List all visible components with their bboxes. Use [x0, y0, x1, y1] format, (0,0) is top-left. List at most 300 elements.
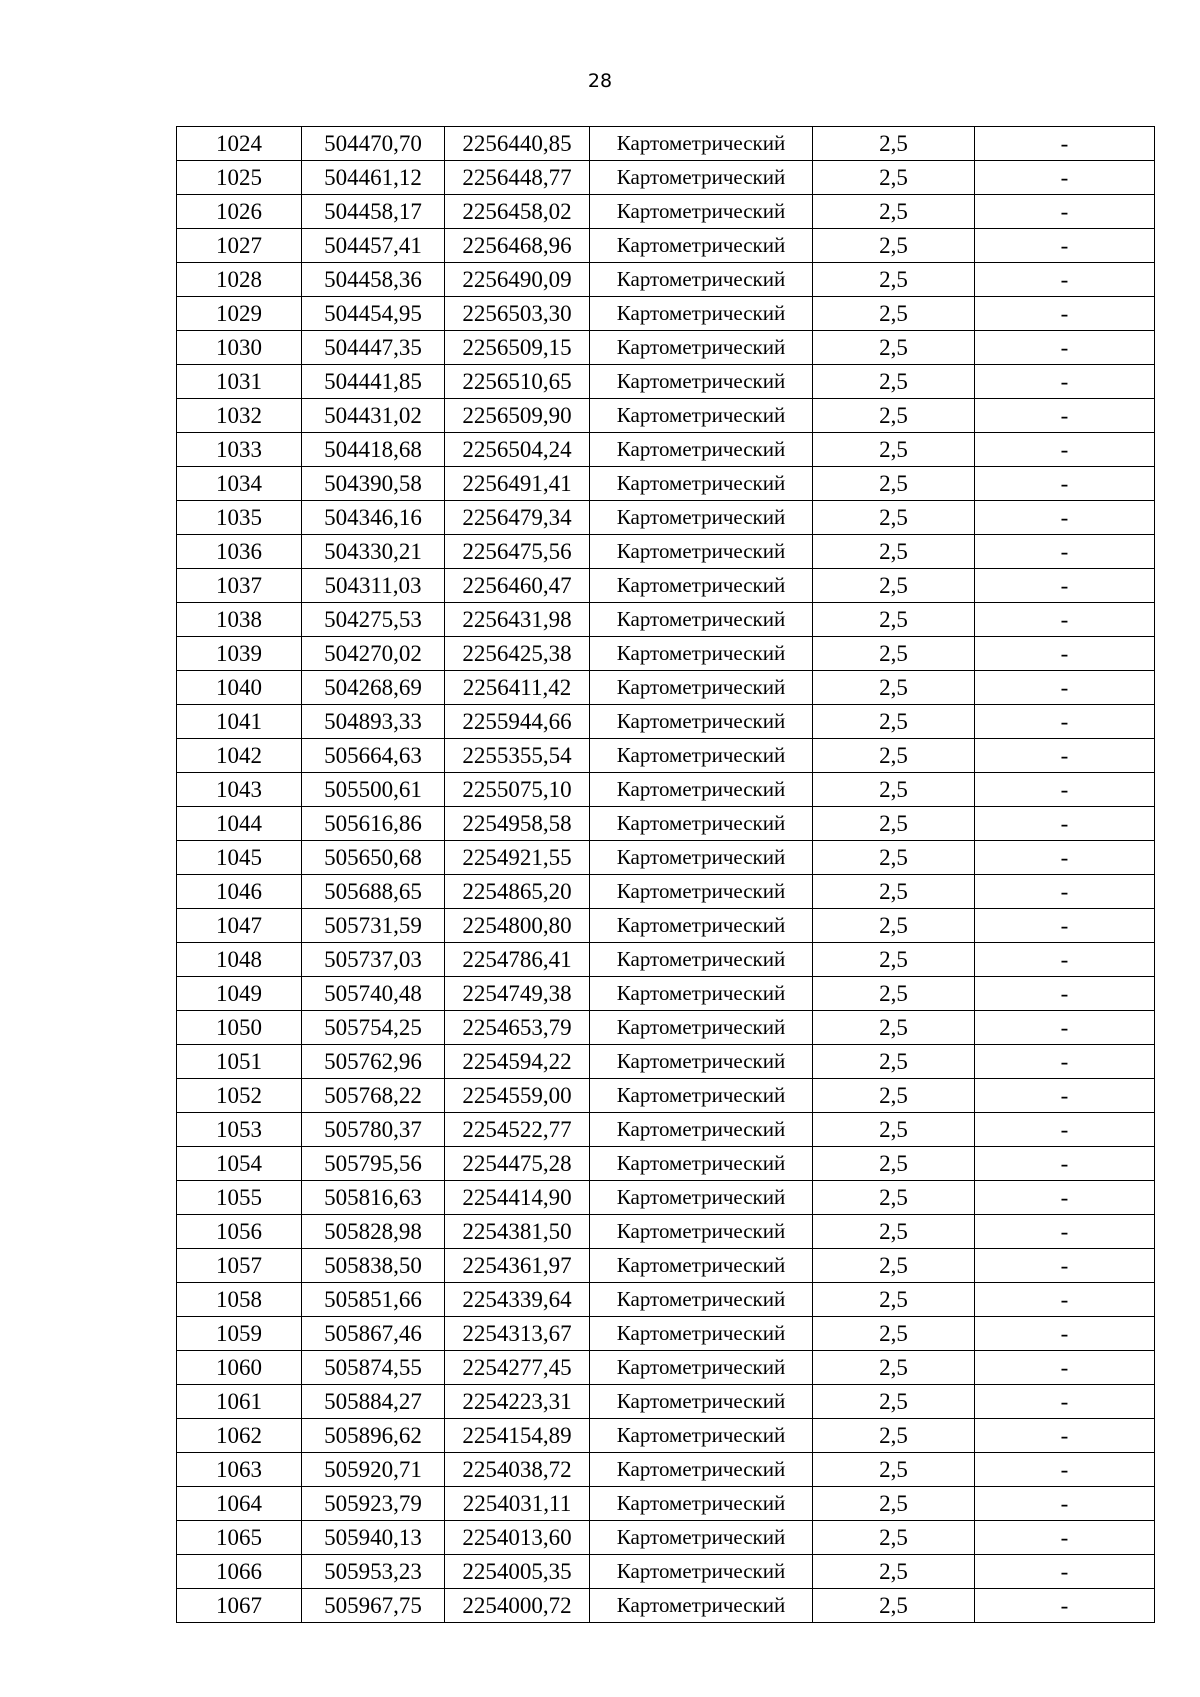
y-coordinate-cell: 2254005,35	[445, 1555, 590, 1589]
note-cell: -	[975, 1113, 1155, 1147]
note-cell: -	[975, 535, 1155, 569]
point-number-cell: 1024	[177, 127, 302, 161]
method-cell: Картометрический	[590, 1181, 813, 1215]
point-number-cell: 1031	[177, 365, 302, 399]
note-cell: -	[975, 331, 1155, 365]
method-cell: Картометрический	[590, 433, 813, 467]
note-cell: -	[975, 1589, 1155, 1623]
table-row	[177, 739, 1155, 773]
accuracy-cell: 2,5	[813, 331, 975, 365]
x-coordinate-cell: 505762,96	[302, 1045, 445, 1079]
x-coordinate-cell: 505754,25	[302, 1011, 445, 1045]
method-cell: Картометрический	[590, 1487, 813, 1521]
y-coordinate-cell: 2254038,72	[445, 1453, 590, 1487]
point-number-cell: 1044	[177, 807, 302, 841]
y-coordinate-cell: 2254475,28	[445, 1147, 590, 1181]
table-row	[177, 467, 1155, 501]
x-coordinate-cell: 504431,02	[302, 399, 445, 433]
x-coordinate-cell: 504311,03	[302, 569, 445, 603]
note-cell: -	[975, 229, 1155, 263]
method-cell: Картометрический	[590, 977, 813, 1011]
accuracy-cell: 2,5	[813, 1555, 975, 1589]
note-cell: -	[975, 467, 1155, 501]
method-cell: Картометрический	[590, 739, 813, 773]
x-coordinate-cell: 504275,53	[302, 603, 445, 637]
x-coordinate-cell: 504268,69	[302, 671, 445, 705]
x-coordinate-cell: 504893,33	[302, 705, 445, 739]
table-row	[177, 909, 1155, 943]
point-number-cell: 1065	[177, 1521, 302, 1555]
method-cell: Картометрический	[590, 1419, 813, 1453]
note-cell: -	[975, 1215, 1155, 1249]
y-coordinate-cell: 2255944,66	[445, 705, 590, 739]
table-row	[177, 1147, 1155, 1181]
accuracy-cell: 2,5	[813, 1589, 975, 1623]
note-cell: -	[975, 1079, 1155, 1113]
table-row	[177, 229, 1155, 263]
accuracy-cell: 2,5	[813, 1113, 975, 1147]
point-number-cell: 1049	[177, 977, 302, 1011]
point-number-cell: 1062	[177, 1419, 302, 1453]
accuracy-cell: 2,5	[813, 1215, 975, 1249]
table-row	[177, 1215, 1155, 1249]
method-cell: Картометрический	[590, 127, 813, 161]
accuracy-cell: 2,5	[813, 705, 975, 739]
y-coordinate-cell: 2256510,65	[445, 365, 590, 399]
accuracy-cell: 2,5	[813, 807, 975, 841]
point-number-cell: 1050	[177, 1011, 302, 1045]
x-coordinate-cell: 505828,98	[302, 1215, 445, 1249]
accuracy-cell: 2,5	[813, 875, 975, 909]
y-coordinate-cell: 2254223,31	[445, 1385, 590, 1419]
accuracy-cell: 2,5	[813, 1385, 975, 1419]
accuracy-cell: 2,5	[813, 1079, 975, 1113]
note-cell: -	[975, 1555, 1155, 1589]
x-coordinate-cell: 504458,36	[302, 263, 445, 297]
note-cell: -	[975, 671, 1155, 705]
accuracy-cell: 2,5	[813, 365, 975, 399]
table-row	[177, 331, 1155, 365]
y-coordinate-cell: 2254031,11	[445, 1487, 590, 1521]
point-number-cell: 1064	[177, 1487, 302, 1521]
y-coordinate-cell: 2254800,80	[445, 909, 590, 943]
y-coordinate-cell: 2256468,96	[445, 229, 590, 263]
table-row	[177, 807, 1155, 841]
method-cell: Картометрический	[590, 1283, 813, 1317]
point-number-cell: 1040	[177, 671, 302, 705]
note-cell: -	[975, 127, 1155, 161]
x-coordinate-cell: 504390,58	[302, 467, 445, 501]
method-cell: Картометрический	[590, 1249, 813, 1283]
method-cell: Картометрический	[590, 161, 813, 195]
method-cell: Картометрический	[590, 943, 813, 977]
x-coordinate-cell: 505884,27	[302, 1385, 445, 1419]
point-number-cell: 1035	[177, 501, 302, 535]
x-coordinate-cell: 504470,70	[302, 127, 445, 161]
accuracy-cell: 2,5	[813, 195, 975, 229]
method-cell: Картометрический	[590, 399, 813, 433]
y-coordinate-cell: 2254013,60	[445, 1521, 590, 1555]
method-cell: Картометрический	[590, 705, 813, 739]
note-cell: -	[975, 875, 1155, 909]
note-cell: -	[975, 739, 1155, 773]
table-row	[177, 263, 1155, 297]
y-coordinate-cell: 2254313,67	[445, 1317, 590, 1351]
note-cell: -	[975, 773, 1155, 807]
method-cell: Картометрический	[590, 1555, 813, 1589]
x-coordinate-cell: 505740,48	[302, 977, 445, 1011]
table-row	[177, 535, 1155, 569]
accuracy-cell: 2,5	[813, 1147, 975, 1181]
table-row	[177, 1079, 1155, 1113]
x-coordinate-cell: 504454,95	[302, 297, 445, 331]
method-cell: Картометрический	[590, 1113, 813, 1147]
coordinates-table	[176, 126, 1155, 1623]
x-coordinate-cell: 505923,79	[302, 1487, 445, 1521]
x-coordinate-cell: 505816,63	[302, 1181, 445, 1215]
accuracy-cell: 2,5	[813, 229, 975, 263]
y-coordinate-cell: 2256509,15	[445, 331, 590, 365]
y-coordinate-cell: 2254594,22	[445, 1045, 590, 1079]
point-number-cell: 1036	[177, 535, 302, 569]
accuracy-cell: 2,5	[813, 127, 975, 161]
x-coordinate-cell: 505896,62	[302, 1419, 445, 1453]
x-coordinate-cell: 505851,66	[302, 1283, 445, 1317]
point-number-cell: 1052	[177, 1079, 302, 1113]
accuracy-cell: 2,5	[813, 501, 975, 535]
note-cell: -	[975, 433, 1155, 467]
x-coordinate-cell: 505940,13	[302, 1521, 445, 1555]
point-number-cell: 1059	[177, 1317, 302, 1351]
table-row	[177, 1317, 1155, 1351]
point-number-cell: 1030	[177, 331, 302, 365]
point-number-cell: 1066	[177, 1555, 302, 1589]
x-coordinate-cell: 505867,46	[302, 1317, 445, 1351]
x-coordinate-cell: 505664,63	[302, 739, 445, 773]
note-cell: -	[975, 399, 1155, 433]
page-number: 28	[587, 70, 613, 92]
accuracy-cell: 2,5	[813, 943, 975, 977]
x-coordinate-cell: 504441,85	[302, 365, 445, 399]
note-cell: -	[975, 1453, 1155, 1487]
table-row	[177, 1521, 1155, 1555]
x-coordinate-cell: 504457,41	[302, 229, 445, 263]
y-coordinate-cell: 2256458,02	[445, 195, 590, 229]
coordinates-table-body	[177, 127, 1155, 1623]
y-coordinate-cell: 2256509,90	[445, 399, 590, 433]
note-cell: -	[975, 841, 1155, 875]
note-cell: -	[975, 1283, 1155, 1317]
accuracy-cell: 2,5	[813, 1419, 975, 1453]
y-coordinate-cell: 2256440,85	[445, 127, 590, 161]
table-row	[177, 1113, 1155, 1147]
table-row	[177, 1351, 1155, 1385]
table-row	[177, 161, 1155, 195]
x-coordinate-cell: 505768,22	[302, 1079, 445, 1113]
x-coordinate-cell: 505795,56	[302, 1147, 445, 1181]
point-number-cell: 1032	[177, 399, 302, 433]
table-row	[177, 1385, 1155, 1419]
point-number-cell: 1029	[177, 297, 302, 331]
accuracy-cell: 2,5	[813, 637, 975, 671]
point-number-cell: 1028	[177, 263, 302, 297]
note-cell: -	[975, 1419, 1155, 1453]
point-number-cell: 1047	[177, 909, 302, 943]
point-number-cell: 1048	[177, 943, 302, 977]
method-cell: Картометрический	[590, 841, 813, 875]
method-cell: Картометрический	[590, 569, 813, 603]
y-coordinate-cell: 2256491,41	[445, 467, 590, 501]
table-row	[177, 705, 1155, 739]
table-row	[177, 127, 1155, 161]
accuracy-cell: 2,5	[813, 467, 975, 501]
method-cell: Картометрический	[590, 603, 813, 637]
x-coordinate-cell: 505731,59	[302, 909, 445, 943]
x-coordinate-cell: 505953,23	[302, 1555, 445, 1589]
point-number-cell: 1033	[177, 433, 302, 467]
x-coordinate-cell: 505838,50	[302, 1249, 445, 1283]
point-number-cell: 1051	[177, 1045, 302, 1079]
accuracy-cell: 2,5	[813, 161, 975, 195]
note-cell: -	[975, 943, 1155, 977]
table-row	[177, 569, 1155, 603]
method-cell: Картометрический	[590, 229, 813, 263]
accuracy-cell: 2,5	[813, 297, 975, 331]
y-coordinate-cell: 2256475,56	[445, 535, 590, 569]
table-row	[177, 195, 1155, 229]
accuracy-cell: 2,5	[813, 841, 975, 875]
accuracy-cell: 2,5	[813, 399, 975, 433]
point-number-cell: 1038	[177, 603, 302, 637]
accuracy-cell: 2,5	[813, 1011, 975, 1045]
note-cell: -	[975, 365, 1155, 399]
method-cell: Картометрический	[590, 1045, 813, 1079]
point-number-cell: 1063	[177, 1453, 302, 1487]
method-cell: Картометрический	[590, 909, 813, 943]
x-coordinate-cell: 505616,86	[302, 807, 445, 841]
y-coordinate-cell: 2254522,77	[445, 1113, 590, 1147]
table-row	[177, 433, 1155, 467]
table-row	[177, 773, 1155, 807]
table-row	[177, 1181, 1155, 1215]
note-cell: -	[975, 603, 1155, 637]
point-number-cell: 1053	[177, 1113, 302, 1147]
note-cell: -	[975, 1045, 1155, 1079]
point-number-cell: 1056	[177, 1215, 302, 1249]
accuracy-cell: 2,5	[813, 1181, 975, 1215]
table-row	[177, 1011, 1155, 1045]
method-cell: Картометрический	[590, 1079, 813, 1113]
y-coordinate-cell: 2255075,10	[445, 773, 590, 807]
table-row	[177, 671, 1155, 705]
accuracy-cell: 2,5	[813, 569, 975, 603]
note-cell: -	[975, 807, 1155, 841]
x-coordinate-cell: 505920,71	[302, 1453, 445, 1487]
y-coordinate-cell: 2256479,34	[445, 501, 590, 535]
table-row	[177, 1487, 1155, 1521]
point-number-cell: 1025	[177, 161, 302, 195]
y-coordinate-cell: 2254559,00	[445, 1079, 590, 1113]
table-row	[177, 365, 1155, 399]
note-cell: -	[975, 501, 1155, 535]
point-number-cell: 1039	[177, 637, 302, 671]
x-coordinate-cell: 505780,37	[302, 1113, 445, 1147]
y-coordinate-cell: 2254000,72	[445, 1589, 590, 1623]
y-coordinate-cell: 2256460,47	[445, 569, 590, 603]
accuracy-cell: 2,5	[813, 1351, 975, 1385]
table-row	[177, 1045, 1155, 1079]
table-row	[177, 501, 1155, 535]
accuracy-cell: 2,5	[813, 1283, 975, 1317]
point-number-cell: 1037	[177, 569, 302, 603]
table-row	[177, 297, 1155, 331]
y-coordinate-cell: 2255355,54	[445, 739, 590, 773]
accuracy-cell: 2,5	[813, 1521, 975, 1555]
method-cell: Картометрический	[590, 195, 813, 229]
x-coordinate-cell: 504461,12	[302, 161, 445, 195]
note-cell: -	[975, 909, 1155, 943]
y-coordinate-cell: 2256490,09	[445, 263, 590, 297]
point-number-cell: 1027	[177, 229, 302, 263]
y-coordinate-cell: 2254921,55	[445, 841, 590, 875]
x-coordinate-cell: 505650,68	[302, 841, 445, 875]
note-cell: -	[975, 263, 1155, 297]
point-number-cell: 1042	[177, 739, 302, 773]
method-cell: Картометрический	[590, 1147, 813, 1181]
note-cell: -	[975, 161, 1155, 195]
method-cell: Картометрический	[590, 671, 813, 705]
accuracy-cell: 2,5	[813, 1045, 975, 1079]
x-coordinate-cell: 504447,35	[302, 331, 445, 365]
note-cell: -	[975, 1351, 1155, 1385]
point-number-cell: 1041	[177, 705, 302, 739]
method-cell: Картометрический	[590, 1453, 813, 1487]
y-coordinate-cell: 2256504,24	[445, 433, 590, 467]
x-coordinate-cell: 504458,17	[302, 195, 445, 229]
y-coordinate-cell: 2254653,79	[445, 1011, 590, 1045]
y-coordinate-cell: 2254414,90	[445, 1181, 590, 1215]
point-number-cell: 1034	[177, 467, 302, 501]
accuracy-cell: 2,5	[813, 1453, 975, 1487]
accuracy-cell: 2,5	[813, 433, 975, 467]
x-coordinate-cell: 504270,02	[302, 637, 445, 671]
table-row	[177, 1453, 1155, 1487]
method-cell: Картометрический	[590, 1317, 813, 1351]
accuracy-cell: 2,5	[813, 671, 975, 705]
y-coordinate-cell: 2254381,50	[445, 1215, 590, 1249]
y-coordinate-cell: 2254154,89	[445, 1419, 590, 1453]
method-cell: Картометрический	[590, 263, 813, 297]
accuracy-cell: 2,5	[813, 909, 975, 943]
x-coordinate-cell: 505967,75	[302, 1589, 445, 1623]
y-coordinate-cell: 2254749,38	[445, 977, 590, 1011]
method-cell: Картометрический	[590, 1385, 813, 1419]
method-cell: Картометрический	[590, 467, 813, 501]
y-coordinate-cell: 2256448,77	[445, 161, 590, 195]
x-coordinate-cell: 505688,65	[302, 875, 445, 909]
method-cell: Картометрический	[590, 1351, 813, 1385]
point-number-cell: 1057	[177, 1249, 302, 1283]
table-row	[177, 637, 1155, 671]
accuracy-cell: 2,5	[813, 773, 975, 807]
note-cell: -	[975, 1487, 1155, 1521]
note-cell: -	[975, 297, 1155, 331]
table-row	[177, 977, 1155, 1011]
note-cell: -	[975, 1011, 1155, 1045]
method-cell: Картометрический	[590, 773, 813, 807]
x-coordinate-cell: 505874,55	[302, 1351, 445, 1385]
accuracy-cell: 2,5	[813, 1487, 975, 1521]
table-row	[177, 943, 1155, 977]
y-coordinate-cell: 2254339,64	[445, 1283, 590, 1317]
note-cell: -	[975, 1317, 1155, 1351]
y-coordinate-cell: 2254958,58	[445, 807, 590, 841]
method-cell: Картометрический	[590, 297, 813, 331]
note-cell: -	[975, 1181, 1155, 1215]
method-cell: Картометрический	[590, 365, 813, 399]
y-coordinate-cell: 2256425,38	[445, 637, 590, 671]
method-cell: Картометрический	[590, 1011, 813, 1045]
method-cell: Картометрический	[590, 1215, 813, 1249]
point-number-cell: 1045	[177, 841, 302, 875]
table-row	[177, 1555, 1155, 1589]
note-cell: -	[975, 637, 1155, 671]
table-row	[177, 399, 1155, 433]
y-coordinate-cell: 2256503,30	[445, 297, 590, 331]
point-number-cell: 1043	[177, 773, 302, 807]
method-cell: Картометрический	[590, 1521, 813, 1555]
note-cell: -	[975, 1249, 1155, 1283]
table-row	[177, 875, 1155, 909]
x-coordinate-cell: 504418,68	[302, 433, 445, 467]
y-coordinate-cell: 2256431,98	[445, 603, 590, 637]
x-coordinate-cell: 504346,16	[302, 501, 445, 535]
accuracy-cell: 2,5	[813, 1317, 975, 1351]
table-row	[177, 1589, 1155, 1623]
point-number-cell: 1026	[177, 195, 302, 229]
table-row	[177, 1249, 1155, 1283]
y-coordinate-cell: 2254277,45	[445, 1351, 590, 1385]
table-row	[177, 1419, 1155, 1453]
note-cell: -	[975, 195, 1155, 229]
accuracy-cell: 2,5	[813, 603, 975, 637]
method-cell: Картометрический	[590, 535, 813, 569]
x-coordinate-cell: 504330,21	[302, 535, 445, 569]
y-coordinate-cell: 2254865,20	[445, 875, 590, 909]
point-number-cell: 1067	[177, 1589, 302, 1623]
y-coordinate-cell: 2256411,42	[445, 671, 590, 705]
method-cell: Картометрический	[590, 1589, 813, 1623]
point-number-cell: 1054	[177, 1147, 302, 1181]
point-number-cell: 1046	[177, 875, 302, 909]
accuracy-cell: 2,5	[813, 1249, 975, 1283]
method-cell: Картометрический	[590, 501, 813, 535]
accuracy-cell: 2,5	[813, 977, 975, 1011]
table-row	[177, 841, 1155, 875]
table-row	[177, 1283, 1155, 1317]
x-coordinate-cell: 505500,61	[302, 773, 445, 807]
accuracy-cell: 2,5	[813, 535, 975, 569]
point-number-cell: 1061	[177, 1385, 302, 1419]
point-number-cell: 1058	[177, 1283, 302, 1317]
method-cell: Картометрический	[590, 331, 813, 365]
y-coordinate-cell: 2254786,41	[445, 943, 590, 977]
note-cell: -	[975, 977, 1155, 1011]
point-number-cell: 1055	[177, 1181, 302, 1215]
note-cell: -	[975, 1385, 1155, 1419]
y-coordinate-cell: 2254361,97	[445, 1249, 590, 1283]
x-coordinate-cell: 505737,03	[302, 943, 445, 977]
